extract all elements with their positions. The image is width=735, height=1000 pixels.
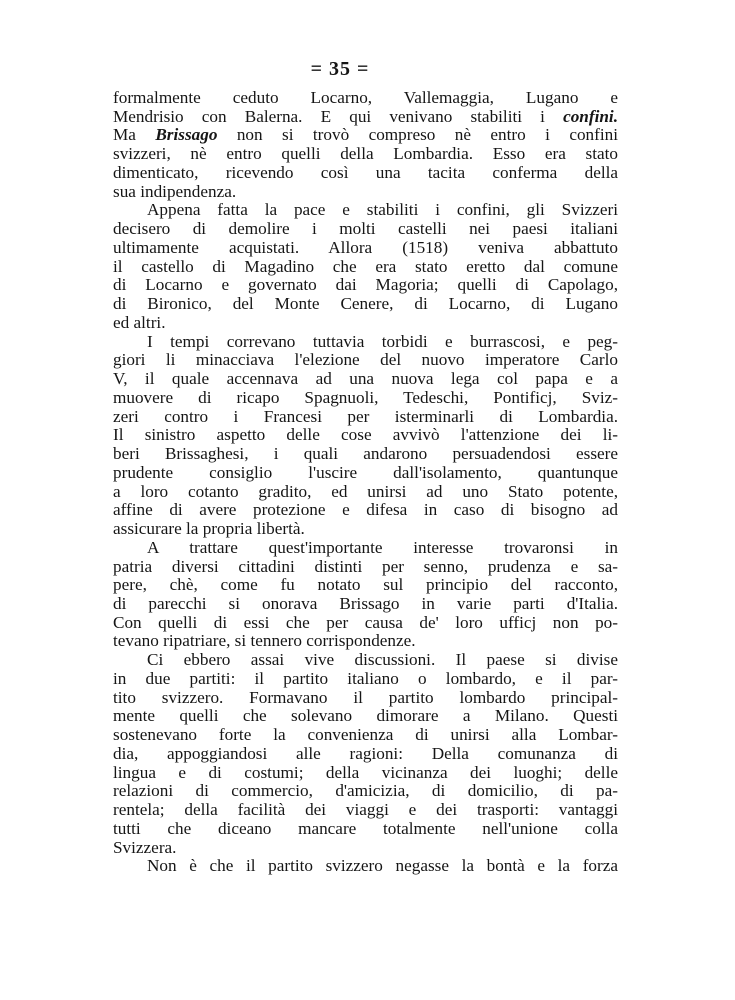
text-segment: mente quelli che solevano dimorare a Milano. Questi xyxy=(113,706,618,726)
text-segment: affine di avere protezione e difesa in caso di bisogno ad xyxy=(113,500,618,520)
text-line xyxy=(147,200,618,219)
text-segment: rentela; della facilità dei viaggi e dei trasporti: vantaggi xyxy=(113,800,618,820)
text-line xyxy=(113,500,618,519)
text-segment: dimenticato, ricevendo così una tacita conferma della xyxy=(113,162,618,182)
text-line xyxy=(113,800,618,819)
text-line xyxy=(113,482,618,501)
text-segment: I tempi correvano tuttavia torbidi e burrascosi, e peg- xyxy=(147,331,618,351)
text-line xyxy=(147,538,618,557)
text-segment: decisero di demolire i molti castelli nei paesi italiani xyxy=(113,219,618,239)
text-segment: Mendrisio con Balerna. E qui venivano stabiliti i xyxy=(113,106,564,126)
text-segment: non si trovò compreso nè entro i confini xyxy=(217,125,618,145)
text-line xyxy=(113,669,618,688)
text-line xyxy=(113,463,618,482)
text-segment: Ma xyxy=(113,125,156,145)
text-line xyxy=(113,275,618,294)
text-segment: beri Brissaghesi, i quali andarono persuadendosi essere xyxy=(113,444,618,464)
text-line xyxy=(113,594,618,613)
page-number-header: = 35 = xyxy=(310,58,370,80)
text-line xyxy=(113,257,618,276)
text-segment: formalmente ceduto Locarno, Vallemaggia, Lugano e xyxy=(113,88,618,107)
text-line xyxy=(113,763,618,782)
text-line xyxy=(113,631,618,650)
text-line xyxy=(113,163,618,182)
text-segment: di parecchi si onorava Brissago in varie parti d'Italia. xyxy=(113,593,618,613)
text-segment: A trattare quest'importante interesse trovaronsi in xyxy=(147,537,618,557)
text-segment: zeri contro i Francesi per isterminarli di Lombardia. xyxy=(113,406,618,426)
text-line xyxy=(113,219,618,238)
text-line xyxy=(113,144,618,163)
italic-text: confini. xyxy=(563,106,618,126)
text-segment: Con quelli di essi che per causa de' loro ufficj non po- xyxy=(113,612,618,632)
text-segment: Non è che il partito svizzero negasse la bontà e la forza xyxy=(147,856,618,876)
text-line xyxy=(113,838,618,857)
text-line xyxy=(113,706,618,725)
text-segment: sostenevano forte la convenienza di unirsi alla Lombar- xyxy=(113,725,618,745)
text-segment: ultimamente acquistati. Allora (1518) veniva abbattuto xyxy=(113,237,618,257)
text-line xyxy=(113,781,618,800)
text-line xyxy=(113,688,618,707)
text-segment: ed altri. xyxy=(113,312,166,332)
text-line xyxy=(113,294,618,313)
italic-text: Brissago xyxy=(155,125,218,145)
text-segment: Appena fatta la pace e stabiliti i confini, gli Svizzeri xyxy=(147,200,618,220)
text-segment: in due partiti: il partito italiano o lombardo, e il par- xyxy=(113,668,618,688)
text-segment: a loro cotanto gradito, ed unirsi ad uno Stato potente, xyxy=(113,481,618,501)
text-line xyxy=(147,856,618,875)
text-line xyxy=(113,744,618,763)
text-line xyxy=(113,819,618,838)
text-line xyxy=(113,444,618,463)
text-line xyxy=(113,388,618,407)
text-segment: giori li minacciava l'elezione del nuovo imperatore Carlo xyxy=(113,350,618,370)
text-line xyxy=(113,182,618,201)
text-segment: prudente consiglio l'uscire dall'isolamento, quantunque xyxy=(113,462,618,482)
text-segment: relazioni di commercio, d'amicizia, di domicilio, di pa- xyxy=(113,781,618,801)
text-line xyxy=(113,519,618,538)
text-line xyxy=(113,107,618,126)
text-segment: muovere di ricapo Spagnuoli, Tedeschi, Pontificj, Sviz- xyxy=(113,387,618,407)
text-segment: Il sinistro aspetto delle cose avvivò l'attenzione dei li- xyxy=(113,425,618,445)
text-line xyxy=(113,725,618,744)
text-line xyxy=(113,557,618,576)
text-segment: tevano ripatriare, si tennero corrispondenze. xyxy=(113,631,416,651)
text-segment: lingua e di costumi; della vicinanza dei luoghi; delle xyxy=(113,762,618,782)
text-line xyxy=(113,125,618,144)
text-segment: patria diversi cittadini distinti per senno, prudenza e sa- xyxy=(113,556,618,576)
text-segment: tito svizzero. Formavano il partito lombardo principal- xyxy=(113,687,618,707)
text-line xyxy=(113,425,618,444)
text-line xyxy=(113,88,618,107)
text-segment: pere, chè, come fu notato sul principio del racconto, xyxy=(113,575,618,595)
text-line xyxy=(113,369,618,388)
text-segment: V, il quale accennava ad una nuova lega col papa e a xyxy=(113,369,618,389)
text-line xyxy=(113,238,618,257)
text-line xyxy=(147,332,618,351)
text-segment: sua indipendenza. xyxy=(113,181,237,201)
text-line xyxy=(113,575,618,594)
text-segment: Svizzera. xyxy=(113,837,177,857)
text-line xyxy=(113,613,618,632)
text-segment: di Locarno e governato dai Magoria; quelli di Capolago, xyxy=(113,275,618,295)
text-segment: Ci ebbero assai vive discussioni. Il paese si divise xyxy=(147,650,618,670)
text-line xyxy=(113,407,618,426)
text-segment: il castello di Magadino che era stato eretto dal comune xyxy=(113,256,618,276)
text-line xyxy=(113,313,618,332)
text-segment: tutti che diceano mancare totalmente nell'unione colla xyxy=(113,818,618,838)
text-line xyxy=(113,350,618,369)
text-segment: dia, appoggiandosi alle ragioni: Della comunanza di xyxy=(113,743,618,763)
text-line xyxy=(147,650,618,669)
text-segment: svizzeri, nè entro quelli della Lombardia. Esso era stato xyxy=(113,144,618,164)
text-segment: di Bironico, del Monte Cenere, di Locarno, di Lugano xyxy=(113,294,618,314)
text-segment: assicurare la propria libertà. xyxy=(113,519,305,539)
